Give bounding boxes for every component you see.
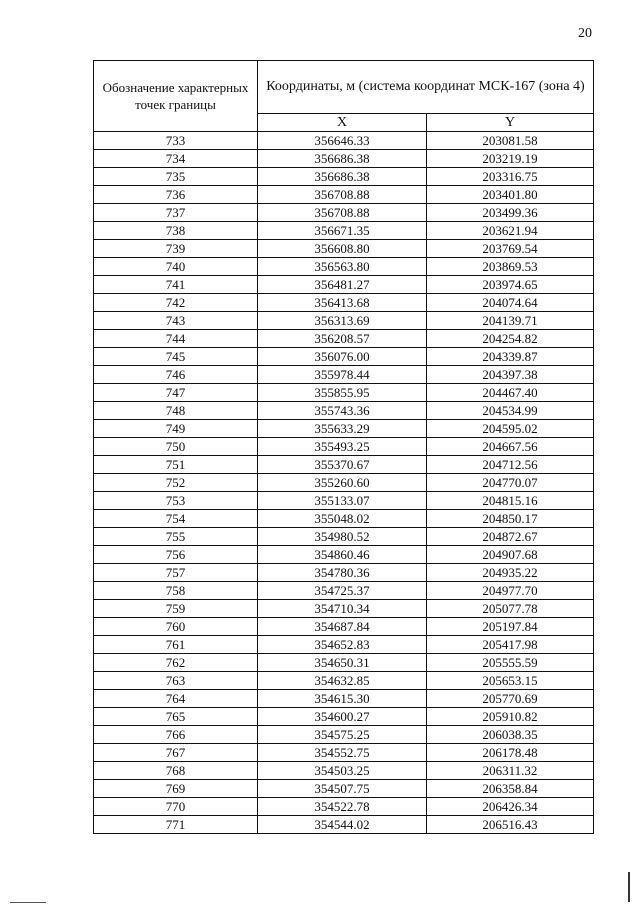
point-cell: 752 [94,474,258,492]
table-row [94,780,594,798]
point-cell: 749 [94,420,258,438]
point-cell: 770 [94,798,258,816]
y-cell: 204534.99 [427,402,594,420]
x-cell: 354652.83 [258,636,427,654]
table-row [94,402,594,420]
x-cell: 354522.78 [258,798,427,816]
point-cell: 733 [94,132,258,150]
point-cell: 740 [94,258,258,276]
y-cell: 204397.38 [427,366,594,384]
page-number: 20 [578,26,592,41]
x-cell: 354552.75 [258,744,427,762]
x-cell: 356413.68 [258,294,427,312]
table-row [94,582,594,600]
table-row [94,312,594,330]
y-cell: 205653.15 [427,672,594,690]
y-cell: 205555.59 [427,654,594,672]
x-cell: 354710.34 [258,600,427,618]
table-header [94,61,594,132]
x-cell: 356481.27 [258,276,427,294]
x-cell: 356608.80 [258,240,427,258]
table-row [94,150,594,168]
point-cell: 761 [94,636,258,654]
point-cell: 762 [94,654,258,672]
point-cell: 744 [94,330,258,348]
x-cell: 355370.67 [258,456,427,474]
x-cell: 354860.46 [258,546,427,564]
table-row [94,690,594,708]
y-cell: 203974.65 [427,276,594,294]
y-cell: 206358.84 [427,780,594,798]
y-cell: 206311.32 [427,762,594,780]
table-row [94,348,594,366]
table-row [94,276,594,294]
x-cell: 356686.38 [258,150,427,168]
x-cell: 355978.44 [258,366,427,384]
point-cell: 745 [94,348,258,366]
point-cell: 739 [94,240,258,258]
point-cell: 758 [94,582,258,600]
x-cell: 355493.25 [258,438,427,456]
table-row [94,618,594,636]
table-row [94,168,594,186]
y-cell: 204595.02 [427,420,594,438]
point-cell: 767 [94,744,258,762]
y-cell: 204770.07 [427,474,594,492]
x-cell: 354780.36 [258,564,427,582]
x-cell: 355743.36 [258,402,427,420]
x-cell: 356646.33 [258,132,427,150]
x-cell: 354725.37 [258,582,427,600]
table-row [94,456,594,474]
point-cell: 735 [94,168,258,186]
y-cell: 203769.54 [427,240,594,258]
table-row [94,438,594,456]
y-cell: 204467.40 [427,384,594,402]
table-row [94,762,594,780]
y-cell: 205077.78 [427,600,594,618]
y-cell: 203081.58 [427,132,594,150]
point-cell: 738 [94,222,258,240]
x-cell: 354600.27 [258,708,427,726]
y-cell: 204977.70 [427,582,594,600]
y-cell: 204139.71 [427,312,594,330]
table-row [94,744,594,762]
table-row [94,330,594,348]
y-cell: 203499.36 [427,204,594,222]
point-cell: 736 [94,186,258,204]
table-row [94,204,594,222]
point-cell: 771 [94,816,258,834]
table-row [94,726,594,744]
x-cell: 354980.52 [258,528,427,546]
x-cell: 354507.75 [258,780,427,798]
x-cell: 356708.88 [258,186,427,204]
table-row [94,132,594,150]
point-cell: 756 [94,546,258,564]
y-cell: 204850.17 [427,510,594,528]
x-cell: 356671.35 [258,222,427,240]
point-cell: 768 [94,762,258,780]
y-cell: 204074.64 [427,294,594,312]
table-row [94,258,594,276]
y-cell: 205770.69 [427,690,594,708]
point-cell: 748 [94,402,258,420]
table-row [94,654,594,672]
coordinates-table [93,60,594,834]
table-row [94,510,594,528]
x-cell: 355133.07 [258,492,427,510]
y-cell: 204339.87 [427,348,594,366]
point-cell: 766 [94,726,258,744]
table-row [94,798,594,816]
table-row [94,708,594,726]
y-cell: 203621.94 [427,222,594,240]
y-cell: 206426.34 [427,798,594,816]
point-cell: 760 [94,618,258,636]
point-cell: 753 [94,492,258,510]
x-cell: 356708.88 [258,204,427,222]
point-cell: 763 [94,672,258,690]
point-cell: 747 [94,384,258,402]
point-cell: 734 [94,150,258,168]
point-cell: 757 [94,564,258,582]
y-cell: 204815.16 [427,492,594,510]
point-cell: 769 [94,780,258,798]
table-row [94,528,594,546]
x-cell: 356313.69 [258,312,427,330]
table-row [94,672,594,690]
table-row [94,294,594,312]
y-cell: 204254.82 [427,330,594,348]
x-cell: 355633.29 [258,420,427,438]
header-x: X [258,114,427,132]
x-cell: 356686.38 [258,168,427,186]
y-cell: 203869.53 [427,258,594,276]
table-row [94,816,594,834]
x-cell: 354650.31 [258,654,427,672]
table-row [94,636,594,654]
x-cell: 354632.85 [258,672,427,690]
x-cell: 354544.02 [258,816,427,834]
table-body [94,132,594,834]
y-cell: 205417.98 [427,636,594,654]
x-cell: 354687.84 [258,618,427,636]
x-cell: 354575.25 [258,726,427,744]
point-cell: 742 [94,294,258,312]
header-point-name: Обозначение характерных точек границы [94,61,258,132]
y-cell: 203316.75 [427,168,594,186]
y-cell: 204935.22 [427,564,594,582]
table-row [94,186,594,204]
y-cell: 203401.80 [427,186,594,204]
table-row [94,564,594,582]
x-cell: 356208.57 [258,330,427,348]
scan-line [10,902,46,903]
y-cell: 205197.84 [427,618,594,636]
scan-mark [628,872,630,902]
point-cell: 765 [94,708,258,726]
point-cell: 746 [94,366,258,384]
y-cell: 203219.19 [427,150,594,168]
point-cell: 751 [94,456,258,474]
x-cell: 355048.02 [258,510,427,528]
x-cell: 356076.00 [258,348,427,366]
x-cell: 354503.25 [258,762,427,780]
table-row [94,384,594,402]
point-cell: 743 [94,312,258,330]
table-row [94,240,594,258]
y-cell: 204712.56 [427,456,594,474]
table-row [94,546,594,564]
y-cell: 206178.48 [427,744,594,762]
y-cell: 205910.82 [427,708,594,726]
x-cell: 355260.60 [258,474,427,492]
table-row [94,492,594,510]
y-cell: 206516.43 [427,816,594,834]
point-cell: 764 [94,690,258,708]
table-row [94,420,594,438]
table-row [94,366,594,384]
point-cell: 750 [94,438,258,456]
table-row [94,600,594,618]
table-row [94,222,594,240]
point-cell: 759 [94,600,258,618]
point-cell: 741 [94,276,258,294]
point-cell: 737 [94,204,258,222]
x-cell: 356563.80 [258,258,427,276]
y-cell: 204907.68 [427,546,594,564]
x-cell: 354615.30 [258,690,427,708]
x-cell: 355855.95 [258,384,427,402]
y-cell: 206038.35 [427,726,594,744]
point-cell: 754 [94,510,258,528]
y-cell: 204667.56 [427,438,594,456]
y-cell: 204872.67 [427,528,594,546]
point-cell: 755 [94,528,258,546]
table-row [94,474,594,492]
header-y: Y [427,114,594,132]
header-coordinates: Координаты, м (система координат МСК-167 (зона 4) [258,61,594,114]
